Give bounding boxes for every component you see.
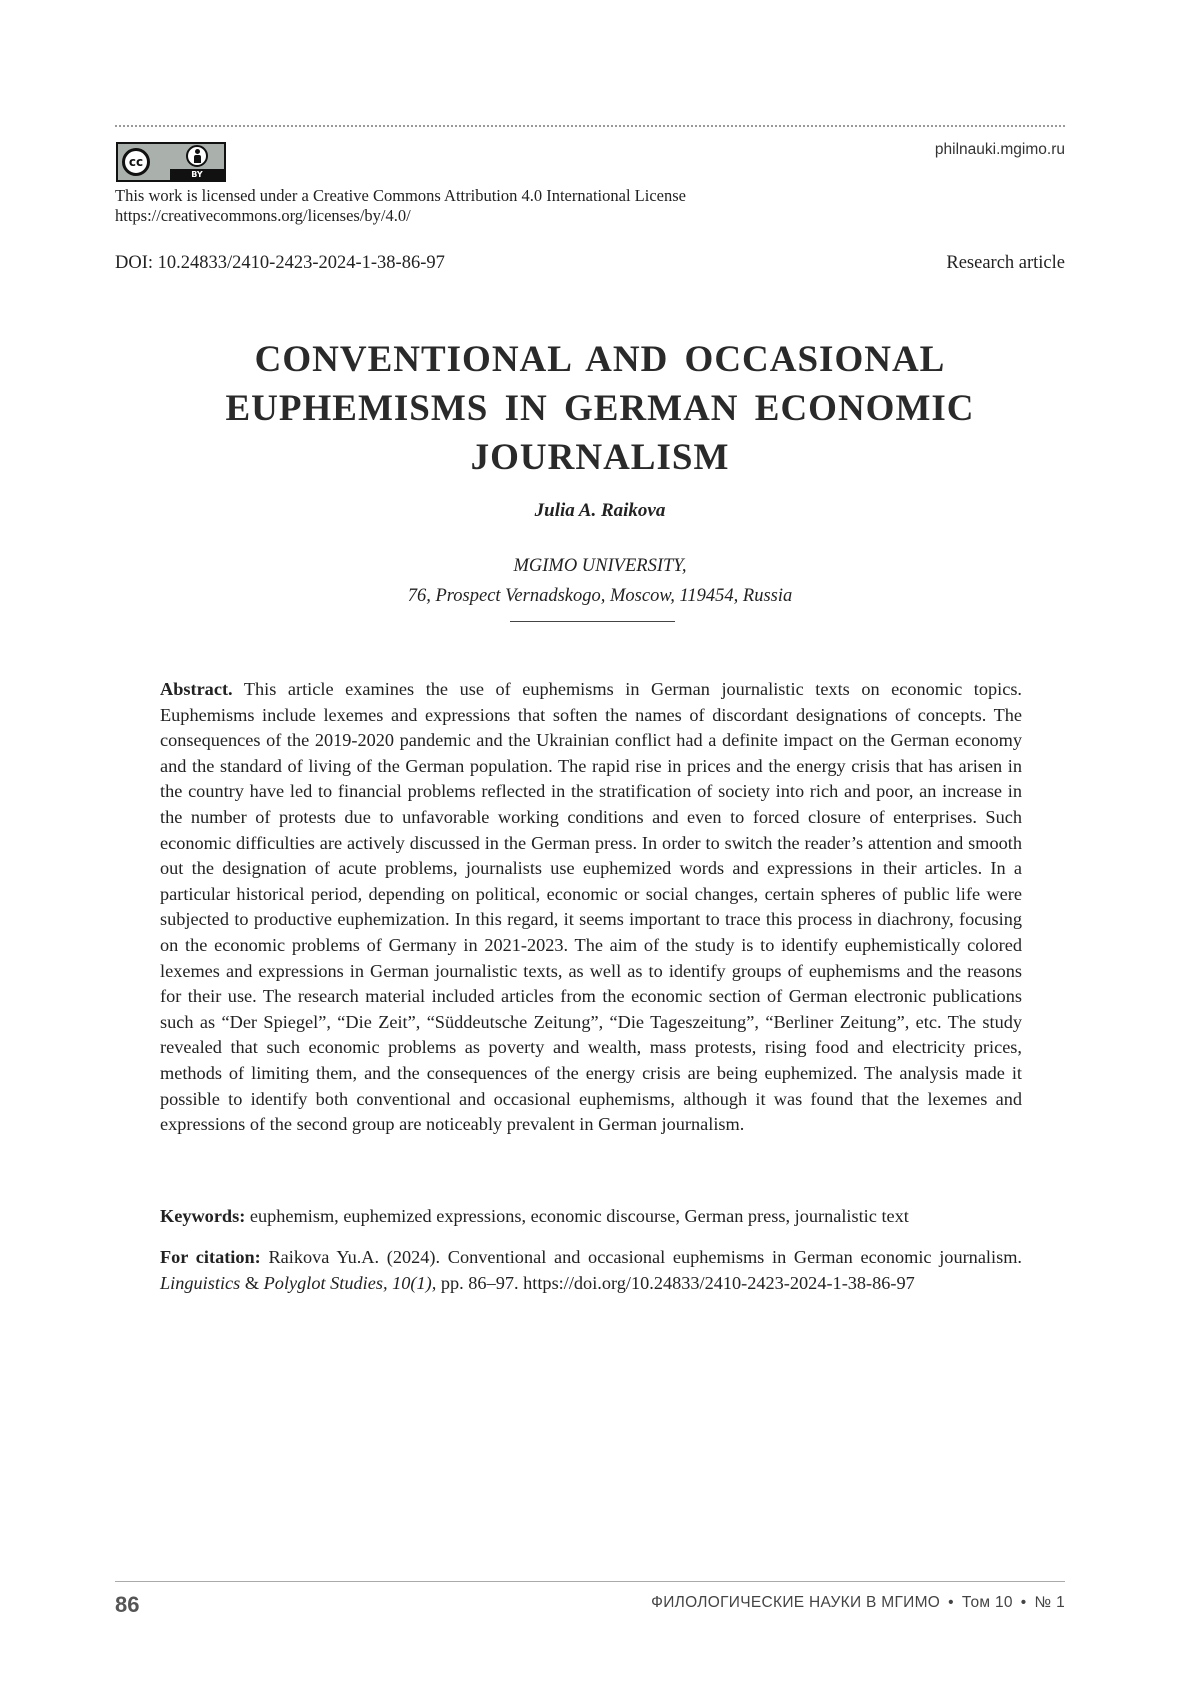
cc-logo-icon: cc xyxy=(122,148,150,176)
article-type: Research article xyxy=(946,253,1065,273)
citation-journal: Linguistics xyxy=(160,1272,241,1293)
keywords xyxy=(160,1204,1040,1230)
keywords-label: Keywords: xyxy=(160,1206,246,1226)
affiliation xyxy=(0,551,1200,611)
abstract xyxy=(160,677,1022,1138)
keywords-text: euphemism, euphemized expressions, economic discourse, German press, journalistic text xyxy=(249,1206,909,1226)
license-line: This work is licensed under a Creative Commons Attribution 4.0 International License xyxy=(115,186,686,205)
license-statement xyxy=(115,186,815,226)
title-line: JOURNALISM xyxy=(470,437,730,478)
citation-text: Raikova Yu.A. (2024). Conventional and occasional euphemisms in German economic journalism. xyxy=(268,1247,1022,1267)
creative-commons-by-icon[interactable] xyxy=(116,142,226,182)
journal-issue: № 1 xyxy=(1034,1594,1065,1611)
bullet-separator: • xyxy=(1020,1594,1027,1611)
abstract-label: Abstract. xyxy=(160,679,233,699)
journal-footer xyxy=(651,1594,1065,1612)
affiliation-institution: MGIMO UNIVERSITY, xyxy=(513,556,687,576)
page-number: 86 xyxy=(115,1592,140,1617)
citation-ampersand: & xyxy=(244,1272,260,1293)
journal-volume: Том 10 xyxy=(961,1594,1013,1611)
footer-divider xyxy=(115,1581,1065,1582)
affiliation-address: 76, Prospect Vernadskogo, Moscow, 119454, Russia xyxy=(407,586,793,606)
title-line: CONVENTIONAL AND OCCASIONAL xyxy=(254,339,946,380)
attribution-person-icon xyxy=(186,145,208,167)
journal-name: ФИЛОЛОГИЧЕСКИЕ НАУКИ В МГИМО xyxy=(651,1594,941,1611)
title-line: EUPHEMISMS IN GERMAN ECONOMIC xyxy=(225,388,975,429)
bullet-separator: • xyxy=(948,1594,954,1611)
doi: DOI: 10.24833/2410-2423-2024-1-38-86-97 xyxy=(115,253,445,273)
journal-site-url[interactable]: philnauki.mgimo.ru xyxy=(934,141,1065,158)
license-link[interactable]: https://creativecommons.org/licenses/by/4.0/ xyxy=(115,206,411,225)
citation-label: For citation: xyxy=(160,1247,261,1267)
article-title xyxy=(150,335,1050,482)
citation-journal-volume: Polyglot Studies, 10(1), xyxy=(263,1272,437,1293)
top-dotted-divider xyxy=(115,125,1065,127)
abstract-text: This article examines the use of euphemisms in German journalistic texts on economic topics. Euphemisms include lexemes and expressions that soften the names of discordant designations of concepts. The consequences of the 2019-2020 pandemic and the Ukrainian conflict had a definite impact on the German economy and the standard of living of the German population. The rapid rise in prices and the energy crisis that has arisen in the country have led to financial problems reflected in the stratification of society into rich and poor, an increase in the number of protests due to unfavorable working conditions and even to forced closure of enterprises. Such economic difficulties are actively discussed in the German press. In order to switch the reader’s attention and smooth out the designation of acute problems, journalists use euphemized words and expressions in their articles. In a particular historical period, depending on political, economic or social changes, certain spheres of public life were subjected to productive euphemization. In this regard, it seems important to trace this process in diachrony, focusing on the economic problems of Germany in 2021-2023. The aim of the study is to identify euphemistically colored lexemes and expressions in German journalistic texts, as well as to identify groups of euphemisms and the reasons for their use. The research material included articles from the economic section of German electronic publications such as “Der Spiegel”, “Die Zeit”, “Süddeutsche Zeitung”, “Die Tageszeitung”, “Berliner Zeitung”, etc. The study revealed that such economic problems as poverty and wealth, mass protests, rising food and electricity prices, methods of limiting them, and the consequences of the energy crisis are being euphemized. The analysis made it possible to identify both conventional and occasional euphemisms, although it was found that the lexemes and expressions of the second group are noticeably prevalent in German journalism. xyxy=(160,679,1023,1135)
citation-pages-doi[interactable]: pp. 86–97. https://doi.org/10.24833/2410-2423-2024-1-38-86-97 xyxy=(440,1272,915,1293)
affiliation-divider xyxy=(510,621,675,622)
by-label: BY xyxy=(191,170,203,179)
author-name: Julia A. Raikova xyxy=(534,500,666,521)
citation xyxy=(160,1245,1022,1296)
